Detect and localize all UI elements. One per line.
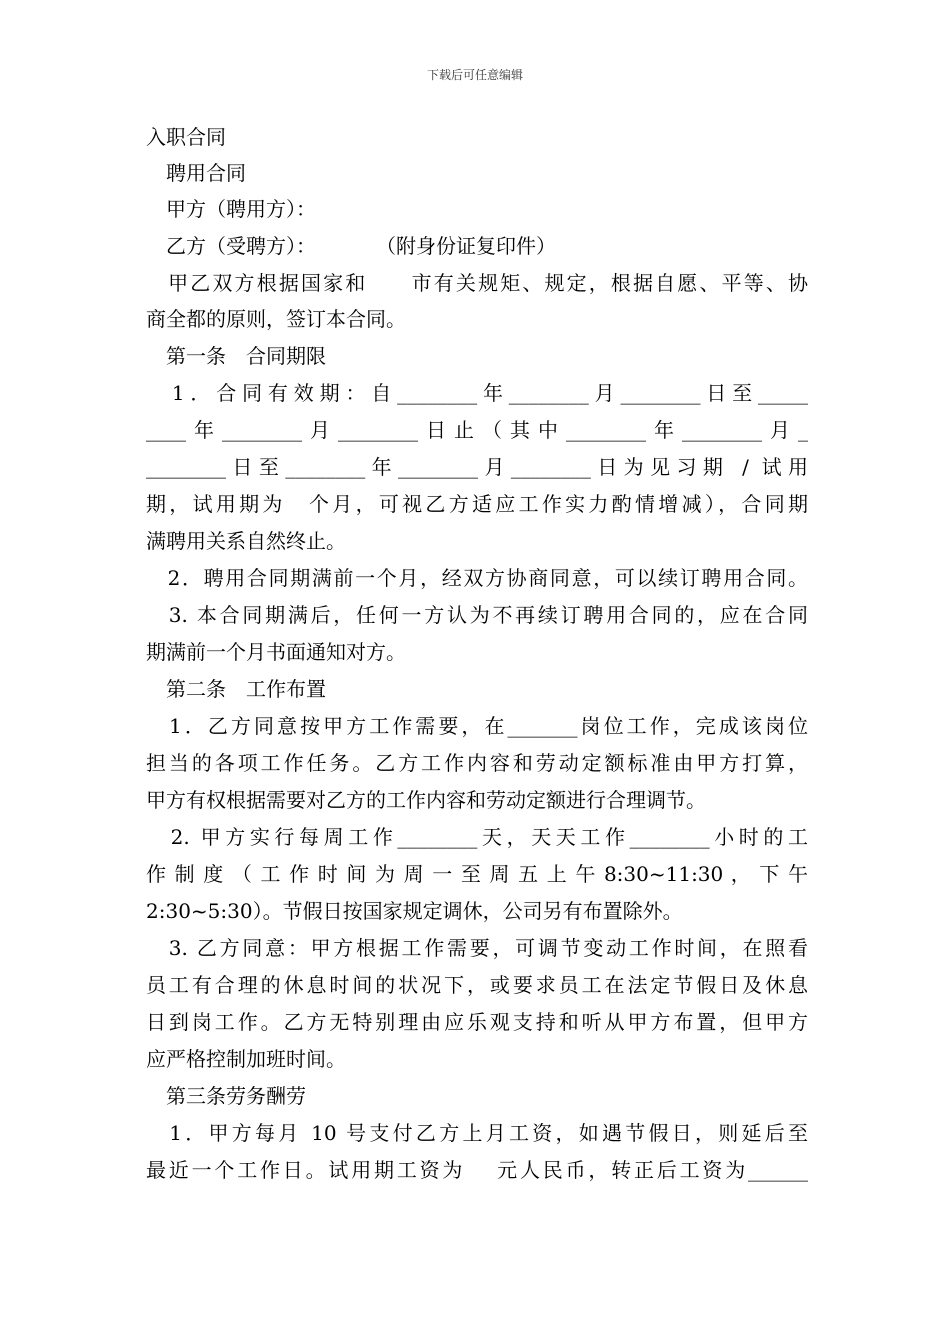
text-line: 担当的各项工作任务。乙方工作内容和劳动定额标准由甲方打算， bbox=[146, 751, 808, 775]
text-line: 应严格控制加班时间。 bbox=[146, 1047, 346, 1071]
text-line: ____年________月________日止（其中________年________月_ bbox=[146, 418, 808, 442]
text-line: 甲方有权根据需要对乙方的工作内容和劳动定额进行合理调节。 bbox=[146, 788, 706, 812]
party-b-line: 乙方（受聘方）： （附身份证复印件） bbox=[146, 234, 556, 258]
text-line: 员工有合理的休息时间的状况下，或要求员工在法定节假日及休息 bbox=[146, 973, 808, 997]
page-header: 下载后可任意编辑 bbox=[426, 68, 523, 82]
party-a-line: 甲方（聘用方）： bbox=[146, 197, 316, 221]
text-line: 1．合同有效期：自________年________月________日至_____ bbox=[146, 381, 808, 405]
doc-title: 入职合同 bbox=[146, 125, 226, 149]
text-line: 2．聘用合同期满前一个月，经双方协商同意，可以续订聘用合同。 bbox=[146, 566, 808, 590]
text-line: 3. 本合同期满后，任何一方认为不再续订聘用合同的，应在合同 bbox=[146, 603, 808, 627]
article-heading: 第一条 合同期限 bbox=[146, 344, 326, 368]
text-line: 3. 乙方同意：甲方根据工作需要，可调节变动工作时间，在照看 bbox=[146, 936, 808, 960]
text-line: 商全都的原则，签订本合同。 bbox=[146, 307, 406, 331]
text-line: 日到岗工作。乙方无特别理由应乐观支持和听从甲方布置，但甲方 bbox=[146, 1010, 808, 1034]
text-line: 期，试用期为 个月，可视乙方适应工作实力酌情增减），合同期 bbox=[146, 492, 808, 516]
text-line: 1．乙方同意按甲方工作需要，在_______岗位工作，完成该岗位 bbox=[146, 714, 808, 738]
text-line: 甲乙双方根据国家和 市有关规矩、规定，根据自愿、平等、协 bbox=[146, 271, 808, 295]
text-line: 期满前一个月书面通知对方。 bbox=[146, 640, 406, 664]
text-line: 最近一个工作日。试用期工资为 元人民币，转正后工资为______ bbox=[146, 1158, 808, 1182]
text-line: 满聘用关系自然终止。 bbox=[146, 529, 346, 553]
text-line: ________日至________年________月________日为见习期 / 试用 bbox=[146, 455, 808, 479]
text-line: 2. 甲方实行每周工作________天，天天工作________小时的工 bbox=[146, 825, 808, 849]
article-heading: 第二条 工作布置 bbox=[146, 677, 326, 701]
contract-subtitle: 聘用合同 bbox=[146, 161, 246, 185]
text-line: 1．甲方每月 10 号支付乙方上月工资，如遇节假日，则延后至 bbox=[146, 1121, 808, 1145]
text-line: 2:30~5:30）。节假日按国家规定调休，公司另有布置除外。 bbox=[146, 899, 683, 923]
text-line: 作 制 度 （ 工 作 时 间 为 周 一 至 周 五 上 午 8:30~11:30 ， 下 午 bbox=[146, 862, 808, 886]
article-heading: 第三条劳务酬劳 bbox=[146, 1084, 306, 1108]
